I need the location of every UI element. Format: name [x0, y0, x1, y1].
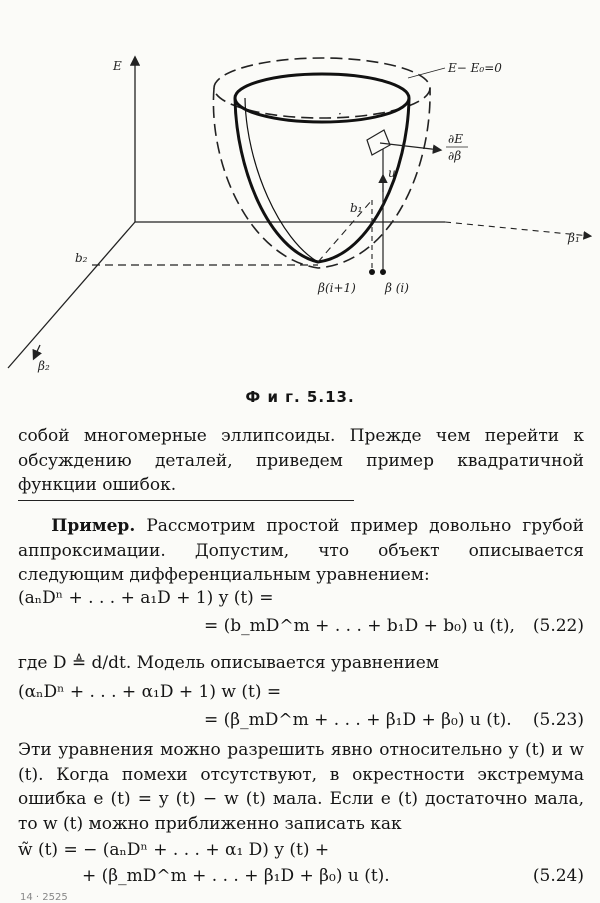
- label-beta-i1: β(i+1): [318, 281, 356, 295]
- label-beta2: β₂: [38, 359, 50, 373]
- svg-text:·: ·: [338, 107, 342, 121]
- paragraph-2: Эти уравнения можно разрешить явно относительно y (t) и w (t). Когда помехи отсутствуют, в окрестности экстремума ошибка e (t) = y (t) − w (t) мала. Если e (t) достаточно мала, то w (t) можно приближенно записать как: [18, 740, 584, 834]
- where-text: где D ≜ d/dt. Модель описывается уравнением: [18, 653, 439, 673]
- label-grad-den: ∂β: [448, 149, 462, 163]
- eq-5-24-line1: w̃ (t) = − (aₙDⁿ + . . . + α₁ D) y (t) +: [18, 840, 330, 860]
- beta2-axis: [8, 222, 135, 368]
- gradient-arrow: [380, 143, 440, 150]
- label-b1: b₁: [350, 201, 363, 215]
- eq-5-23-number: (5.23): [532, 710, 584, 730]
- section-divider: [18, 500, 354, 501]
- label-beta1: β₁: [568, 231, 580, 245]
- inner-bowl-rim: [235, 74, 409, 122]
- paragraph-1: собой многомерные эллипсоиды. Прежде чем перейти к обсуждению деталей, приведем пример квадратичной функции ошибок.: [18, 426, 584, 495]
- label-grad-num: ∂E: [448, 132, 463, 146]
- figure-caption: Ф и г. 5.13.: [245, 388, 355, 406]
- eq-5-22-line2: = (b_mD^m + . . . + b₁D + b₀) u (t), (5.22): [204, 616, 584, 636]
- beta2-arrow: [34, 345, 40, 358]
- eq-5-22-number: (5.22): [532, 616, 584, 636]
- error-surface-diagram: [0, 0, 600, 380]
- example-text: Рассмотрим простой пример довольно грубой аппроксимации. Допустим, что объект описывается следующим дифференциальным уравнением:: [18, 516, 584, 585]
- label-b2: b₂: [75, 251, 88, 265]
- page-footer: 14 · 2525: [20, 892, 68, 903]
- eq-5-22-line1: (aₙDⁿ + . . . + a₁D + 1) y (t) =: [18, 588, 274, 608]
- beta-i1-point: [369, 269, 375, 275]
- tangent-plane: [367, 130, 390, 155]
- label-beta-i: β (i): [385, 281, 409, 295]
- figure-5-13: [0, 0, 600, 380]
- beta-i-point: [380, 269, 386, 275]
- eq-5-23-line2: = (β_mD^m + . . . + β₁D + β₀) u (t). (5.23): [204, 710, 584, 730]
- example-heading: Пример.: [51, 516, 136, 536]
- label-surface: E− E₀=0: [448, 61, 502, 75]
- eq-5-23-line1: (αₙDⁿ + . . . + α₁D + 1) w (t) =: [18, 682, 282, 702]
- example-paragraph: [18, 514, 584, 588]
- label-u: u: [388, 166, 396, 180]
- eq-5-24-line2: + (β_mD^m + . . . + β₁D + β₀) u (t). (5.24): [82, 866, 584, 886]
- eq-5-24-number: (5.24): [532, 866, 584, 886]
- label-e: E: [113, 59, 122, 73]
